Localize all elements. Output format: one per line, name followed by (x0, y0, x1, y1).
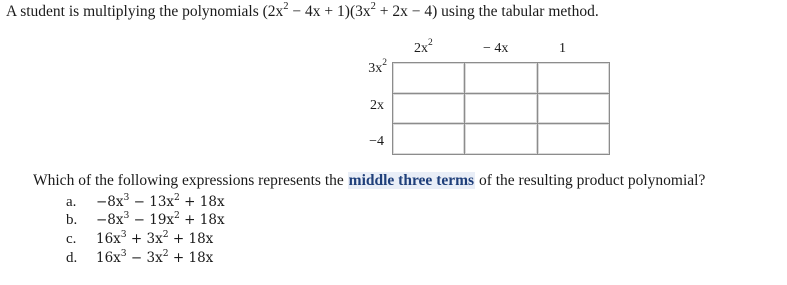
row-header-text: 3x (368, 61, 383, 76)
term: − 19x (129, 212, 175, 228)
term: + 18x (179, 194, 225, 210)
exponent: 2 (174, 209, 180, 221)
prompt-text (33, 172, 705, 190)
exponent: 2 (162, 247, 169, 259)
exponent: 3 (123, 191, 130, 203)
term: −8x (96, 194, 124, 210)
exponent: 2 (370, 0, 376, 12)
exponent: 3 (123, 209, 130, 221)
grid-cell (393, 63, 465, 94)
term: + 18x (168, 231, 214, 247)
grid-cell (537, 63, 609, 94)
option-a[interactable] (66, 191, 225, 211)
exponent: 2 (283, 0, 289, 12)
grid-row (393, 124, 610, 155)
option-expression (96, 247, 214, 266)
grid-cell (393, 124, 465, 155)
term: − 3x (126, 250, 163, 266)
multiplication-grid (392, 62, 610, 155)
term: + 18x (168, 250, 214, 266)
grid-row (393, 63, 610, 94)
option-expression (96, 228, 214, 247)
row-header-2: 2x (370, 98, 384, 113)
column-header-text: 2x (414, 41, 428, 56)
highlighted-phrase: middle three terms (348, 172, 475, 189)
exponent: 3 (120, 228, 127, 240)
option-d[interactable] (66, 247, 214, 267)
grid-cell (465, 124, 537, 155)
exponent: 2 (428, 38, 433, 49)
exponent: 3 (120, 247, 127, 259)
option-expression (96, 191, 225, 210)
row-header-3: −4 (369, 134, 384, 149)
grid-cell (465, 63, 537, 94)
exponent: 2 (162, 228, 169, 240)
option-expression (96, 209, 225, 228)
option-letter: c. (66, 231, 77, 247)
exponent: 2 (382, 58, 387, 69)
question-part: − 4x + 1)(3x (288, 3, 371, 20)
grid-cell (537, 124, 609, 155)
prompt-part: Which of the following expressions represents the (33, 172, 348, 189)
option-letter: a. (66, 194, 77, 210)
option-b[interactable] (66, 209, 225, 229)
column-header-3: 1 (559, 41, 566, 56)
grid-cell (465, 93, 537, 124)
column-header-2: − 4x (483, 41, 509, 56)
question-part: A student is multiplying the polynomials (2x (6, 3, 284, 20)
exponent: 2 (174, 191, 180, 203)
term: 16x (96, 250, 121, 266)
question-part: + 2x − 4) using the tabular method. (375, 3, 599, 20)
row-header-1 (355, 58, 387, 77)
grid-cell (537, 93, 609, 124)
term: −8x (96, 212, 124, 228)
option-c[interactable] (66, 228, 214, 248)
option-letter: b. (66, 212, 78, 228)
grid-row (393, 93, 610, 124)
term: 16x (96, 231, 121, 247)
term: + 18x (179, 212, 225, 228)
term: − 13x (129, 194, 175, 210)
option-letter: d. (66, 250, 78, 266)
column-header-1 (414, 38, 433, 57)
question-text (6, 0, 599, 21)
grid-cell (393, 93, 465, 124)
prompt-part: of the resulting product polynomial? (475, 172, 706, 189)
term: + 3x (126, 231, 163, 247)
